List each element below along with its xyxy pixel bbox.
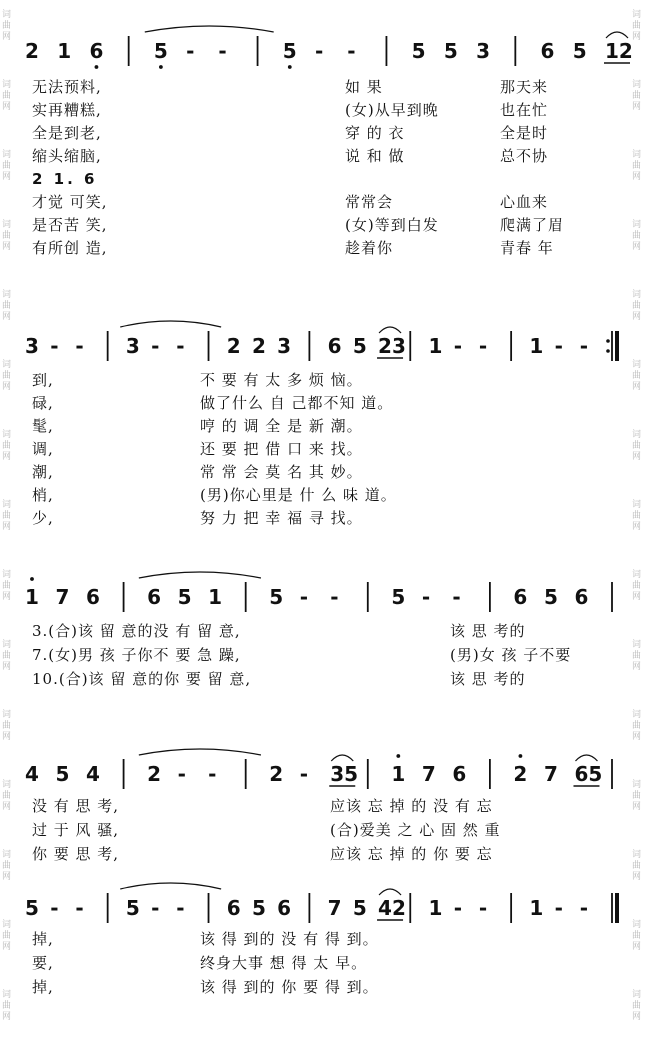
lyric-text: 过 于 风 骚, [32, 821, 120, 839]
note: 5 [443, 39, 458, 63]
lyric-text: 才觉 可笑, [32, 193, 108, 211]
lyric-text: (男)女 孩 子不要 [450, 646, 572, 664]
lyric-text: 爬满了眉 [500, 216, 565, 234]
lyric-text: 不 要 有 太 多 烦 恼。 [200, 371, 363, 389]
lyric-text: 应该 忘 掉 的 你 要 忘 [330, 845, 493, 863]
note: - [554, 896, 563, 920]
watermark-text: 词 曲 网 [632, 500, 642, 532]
note: 3 [25, 334, 39, 358]
note: 4 [25, 762, 39, 786]
note: 2 [513, 762, 528, 786]
lyric-text: 掉, [32, 930, 54, 948]
lyric-text: 少, [32, 509, 54, 527]
note: 1 [428, 896, 443, 920]
note: 1 [25, 585, 39, 609]
lyric-text: 无法预料, [32, 78, 102, 96]
note: - [299, 585, 309, 609]
lyric-text: 如 果 [345, 78, 383, 96]
note: 5 [25, 896, 39, 920]
note: 5 [153, 39, 168, 63]
note: 7 [327, 896, 342, 920]
lyric-text: 掉, [32, 978, 54, 996]
lyric-text: 你 要 思 考, [32, 845, 120, 863]
note: 6 [452, 762, 467, 786]
note: 6 [327, 334, 342, 358]
watermark-text: 词 曲 网 [2, 570, 12, 602]
note: - [151, 334, 160, 358]
watermark-text: 词 曲 网 [632, 220, 642, 252]
octave-dot-above [30, 577, 34, 581]
note: 5 [282, 39, 297, 63]
note: 6 [540, 39, 555, 63]
note: - [452, 585, 461, 609]
watermark-text: 词 曲 网 [2, 710, 12, 742]
note: - [186, 39, 195, 63]
note: - [177, 762, 186, 786]
note: 6 [89, 39, 104, 63]
watermark-text: 词 曲 网 [632, 570, 642, 602]
lyric-text: 穿 的 衣 [345, 124, 405, 142]
lyric-text: 哼 的 调 全 是 新 潮。 [200, 417, 363, 435]
octave-dot-below [95, 65, 99, 69]
slur [331, 755, 353, 761]
note: 1 [529, 334, 544, 358]
watermark-text: 词 曲 网 [632, 990, 642, 1022]
note: 6 [574, 585, 589, 609]
lyric-text: 是否苦 笑, [32, 216, 108, 234]
slur [575, 755, 597, 761]
slur [379, 889, 401, 895]
lyric-text: 潮, [32, 463, 54, 481]
note: 2 [226, 334, 241, 358]
lyric-text: 心血来 [500, 193, 549, 211]
lyric-text: 还 要 把 借 口 来 找。 [200, 440, 363, 458]
lyric-text: (男)你心里是 什 么 味 道。 [200, 486, 397, 504]
note: 2 [147, 762, 162, 786]
repeat-dot [606, 349, 610, 353]
lyric-text: 到, [32, 371, 54, 389]
slur [606, 32, 628, 38]
watermark-text: 词 曲 网 [2, 780, 12, 812]
note: - [478, 896, 488, 920]
note: 5 [411, 39, 426, 63]
inline-notes: 2 1. 6 [32, 170, 98, 188]
note: 5 [352, 334, 367, 358]
watermark-text: 词 曲 网 [632, 920, 642, 952]
watermark-text: 词 曲 网 [632, 360, 642, 392]
note: 4 [86, 762, 100, 786]
lyric-text: 实再糟糕, [32, 101, 102, 119]
note: - [151, 896, 160, 920]
note: 5 [269, 585, 284, 609]
lyric-text: 努 力 把 幸 福 寻 找。 [200, 509, 363, 527]
note: 35 [330, 762, 359, 786]
lyric-text: 说 和 做 [345, 147, 405, 165]
note: 6 [86, 585, 100, 609]
watermark-text: 词 曲 网 [2, 850, 12, 882]
lyric-text: 全是到老, [32, 124, 102, 142]
note: 2 [25, 39, 39, 63]
note: 1 [428, 334, 443, 358]
lyric-text: (女)从早到晚 [345, 101, 439, 119]
watermark-text: 词 曲 网 [632, 850, 642, 882]
lyric-text: 常常会 [345, 193, 394, 211]
note: 65 [574, 762, 603, 786]
note: 1 [529, 896, 544, 920]
lyric-text: 总不协 [500, 147, 549, 165]
tie [139, 572, 261, 578]
note: 5 [177, 585, 192, 609]
note: 3 [476, 39, 491, 63]
watermark-text: 词 曲 网 [632, 430, 642, 462]
note: 1 [57, 39, 72, 63]
note: - [75, 896, 84, 920]
tie [120, 321, 221, 327]
lyric-text: 该 得 到的 你 要 得 到。 [200, 978, 379, 996]
note: - [453, 334, 463, 358]
note: 6 [513, 585, 528, 609]
watermark-text: 词 曲 网 [632, 80, 642, 112]
lyric-text: 青春 年 [500, 239, 554, 257]
note: - [299, 762, 309, 786]
watermark-text: 词 曲 网 [2, 80, 12, 112]
note: - [176, 334, 185, 358]
note: 7 [543, 762, 558, 786]
note: 2 [269, 762, 284, 786]
lyric-text: 全是时 [500, 124, 549, 142]
lyric-text: 该 得 到的 没 有 得 到。 [200, 930, 379, 948]
note: 5 [352, 896, 367, 920]
octave-dot-below [288, 65, 292, 69]
note: 42 [378, 896, 406, 920]
lyric-text: 3.(合)该 留 意的没 有 留 意, [32, 622, 241, 640]
note: 5 [572, 39, 587, 63]
note: 5 [543, 585, 558, 609]
lyric-text: 没 有 思 考, [32, 797, 120, 815]
watermark-text: 词 曲 网 [632, 290, 642, 322]
lyric-text: 10.(合)该 留 意的你 要 留 意, [32, 670, 252, 688]
lyric-text: 应该 忘 掉 的 没 有 忘 [330, 797, 493, 815]
lyric-text: 梢, [32, 486, 54, 504]
tie [139, 749, 261, 755]
lyric-text: 做了什么 自 己都不知 道。 [200, 394, 394, 412]
note: 1 [208, 585, 223, 609]
watermark-text: 词 曲 网 [632, 710, 642, 742]
note: 5 [125, 896, 140, 920]
lyric-text: 缩头缩脑, [32, 147, 102, 165]
watermark-text: 词 曲 网 [2, 500, 12, 532]
note: - [554, 334, 563, 358]
lyric-text: 该 思 考的 [450, 622, 526, 640]
lyric-text: 终身大事 想 得 太 早。 [200, 954, 368, 972]
note: - [330, 585, 339, 609]
note: - [176, 896, 185, 920]
note: - [218, 39, 227, 63]
note: 6 [226, 896, 241, 920]
note: 6 [147, 585, 162, 609]
note: 2 [251, 334, 266, 358]
lyric-text: (女)等到白发 [345, 216, 439, 234]
note: - [421, 585, 431, 609]
watermark-text: 词 曲 网 [632, 10, 642, 42]
watermark-text: 词 曲 网 [2, 430, 12, 462]
note: - [50, 334, 59, 358]
watermark-text: 词 曲 网 [2, 990, 12, 1022]
note: - [579, 896, 589, 920]
note: 5 [391, 585, 406, 609]
lyric-text: 碌, [32, 394, 54, 412]
lyric-text: 有所创 造, [32, 239, 108, 257]
lyric-text: 7.(女)男 孩 子你不 要 急 躁, [32, 646, 241, 664]
watermark-text: 词 曲 网 [2, 290, 12, 322]
note: 23 [378, 334, 406, 358]
note: - [50, 896, 59, 920]
note: - [478, 334, 488, 358]
watermark-text: 词 曲 网 [632, 150, 642, 182]
octave-dot-above [396, 754, 400, 758]
slur [379, 327, 401, 333]
watermark-text: 词 曲 网 [632, 640, 642, 672]
lyric-text: 常 常 会 莫 名 其 妙。 [200, 463, 363, 481]
watermark-text: 词 曲 网 [2, 360, 12, 392]
lyric-text: 调, [32, 440, 54, 458]
watermark-text: 词 曲 网 [2, 640, 12, 672]
note: 3 [277, 334, 292, 358]
note: 3 [125, 334, 140, 358]
note: - [453, 896, 463, 920]
note: 7 [55, 585, 70, 609]
note: 7 [421, 762, 436, 786]
note: 12 [605, 39, 633, 63]
octave-dot-below [159, 65, 163, 69]
note: 1 [391, 762, 406, 786]
note: 5 [251, 896, 266, 920]
octave-dot-above [519, 754, 523, 758]
watermark-text: 词 曲 网 [632, 780, 642, 812]
lyric-text: 也在忙 [500, 101, 549, 119]
lyric-text: 那天来 [500, 78, 549, 96]
lyric-text: 髦, [32, 417, 54, 435]
note: - [315, 39, 324, 63]
repeat-dot [606, 339, 610, 343]
watermark-text: 词 曲 网 [2, 150, 12, 182]
note: 5 [55, 762, 70, 786]
watermark-text: 词 曲 网 [2, 10, 12, 42]
watermark-text: 词 曲 网 [2, 220, 12, 252]
note: - [75, 334, 84, 358]
lyric-text: (合)爱美 之 心 固 然 重 [330, 821, 501, 839]
tie [120, 883, 221, 889]
lyric-text: 趁着你 [345, 239, 394, 257]
tie [145, 26, 274, 32]
note: 6 [277, 896, 292, 920]
watermark-text: 词 曲 网 [2, 920, 12, 952]
note: - [347, 39, 356, 63]
lyric-text: 要, [32, 954, 54, 972]
note: - [579, 334, 589, 358]
note: - [208, 762, 217, 786]
lyric-text: 该 思 考的 [450, 670, 526, 688]
